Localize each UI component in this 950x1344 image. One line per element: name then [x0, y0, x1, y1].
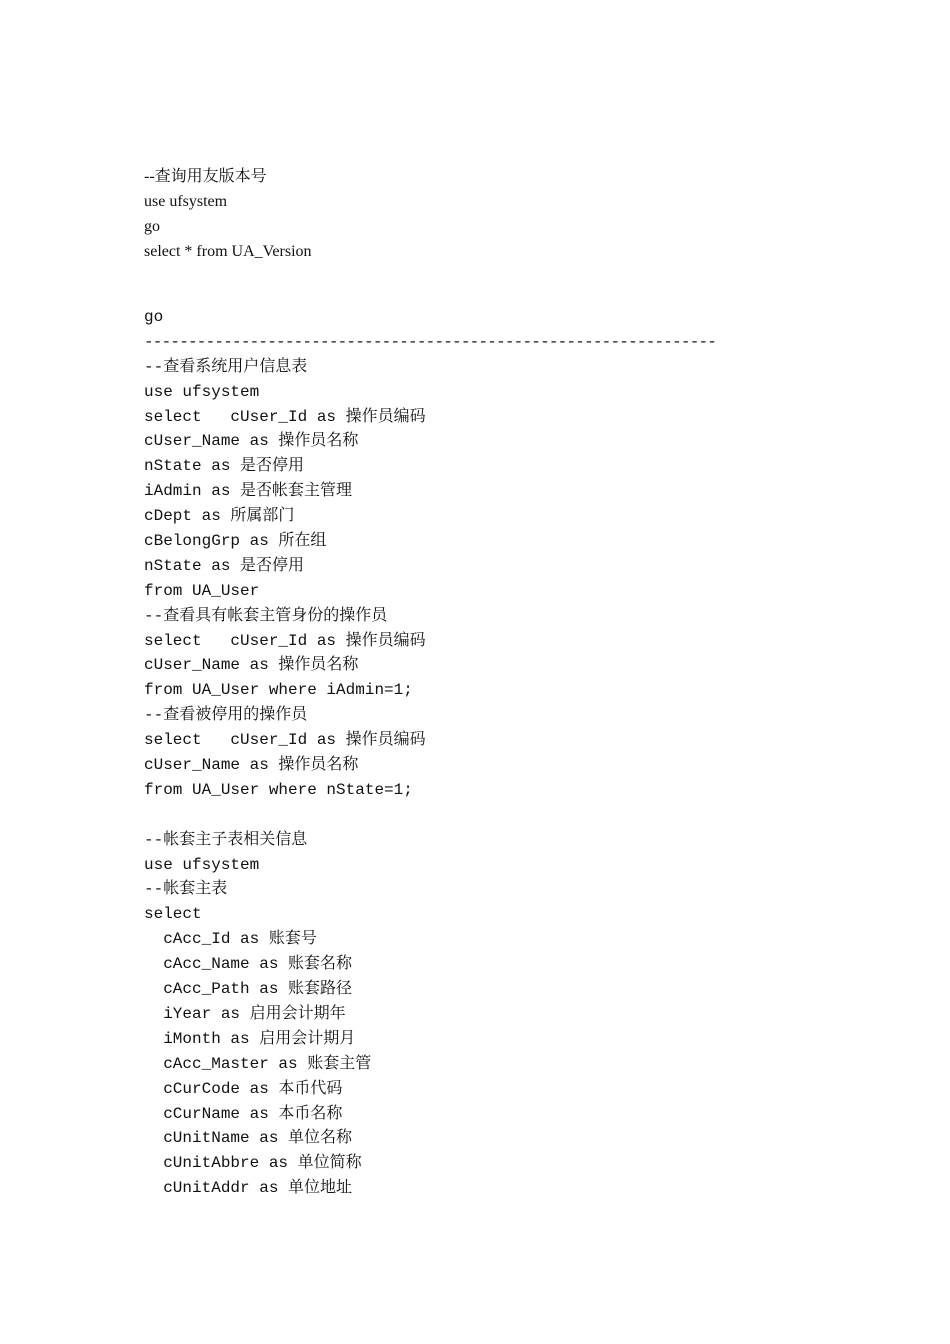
code-line: iYear as 启用会计期年: [144, 1004, 346, 1023]
code-line: cCurName as 本币名称: [144, 1104, 343, 1123]
separator-line: -----------------------------------------------------------------: [144, 332, 717, 351]
code-line: from UA_User where nState=1;: [144, 780, 413, 799]
code-line: cUnitAddr as 单位地址: [144, 1179, 353, 1198]
comment-line: --查看具有帐套主管身份的操作员: [144, 606, 388, 625]
code-line: use ufsystem: [144, 855, 260, 874]
code-line: cBelongGrp as 所在组: [144, 532, 327, 551]
code-line: cAcc_Path as 账套路径: [144, 980, 353, 999]
code-line: cCurCode as 本币代码: [144, 1079, 343, 1098]
code-line: iAdmin as 是否帐套主管理: [144, 482, 353, 501]
comment-line: --查看被停用的操作员: [144, 706, 308, 725]
code-line: select cUser_Id as 操作员编码: [144, 631, 426, 650]
code-line: go: [144, 218, 160, 235]
intro-sql-block: [144, 164, 312, 264]
code-line: select cUser_Id as 操作员编码: [144, 407, 426, 426]
code-line: cUser_Name as 操作员名称: [144, 656, 359, 675]
code-line: cAcc_Name as 账套名称: [144, 955, 353, 974]
code-line: iMonth as 启用会计期月: [144, 1029, 356, 1048]
code-line: nState as 是否停用: [144, 556, 305, 575]
code-line: select cUser_Id as 操作员编码: [144, 731, 426, 750]
code-line: select * from UA_Version: [144, 243, 312, 260]
comment-line: --帐套主子表相关信息: [144, 830, 308, 849]
code-line: cUnitAbbre as 单位简称: [144, 1154, 362, 1173]
code-line: cUser_Name as 操作员名称: [144, 756, 359, 775]
code-line: use ufsystem: [144, 193, 228, 210]
code-line: nState as 是否停用: [144, 457, 305, 476]
code-line: cUnitName as 单位名称: [144, 1129, 353, 1148]
comment-line: --查询用友版本号: [144, 168, 267, 185]
comment-line: --查看系统用户信息表: [144, 357, 308, 376]
code-line: cAcc_Id as 账套号: [144, 930, 317, 949]
code-line: use ufsystem: [144, 382, 260, 401]
main-sql-block: [144, 305, 768, 1201]
blank-line: [144, 803, 768, 828]
code-line: from UA_User where iAdmin=1;: [144, 681, 413, 700]
code-line: select: [144, 905, 202, 924]
comment-line: --帐套主表: [144, 880, 228, 899]
code-line: cDept as 所属部门: [144, 507, 295, 526]
code-line: cUser_Name as 操作员名称: [144, 432, 359, 451]
code-line: cAcc_Master as 账套主管: [144, 1054, 372, 1073]
code-line: go: [144, 308, 164, 326]
code-line: from UA_User: [144, 581, 260, 600]
